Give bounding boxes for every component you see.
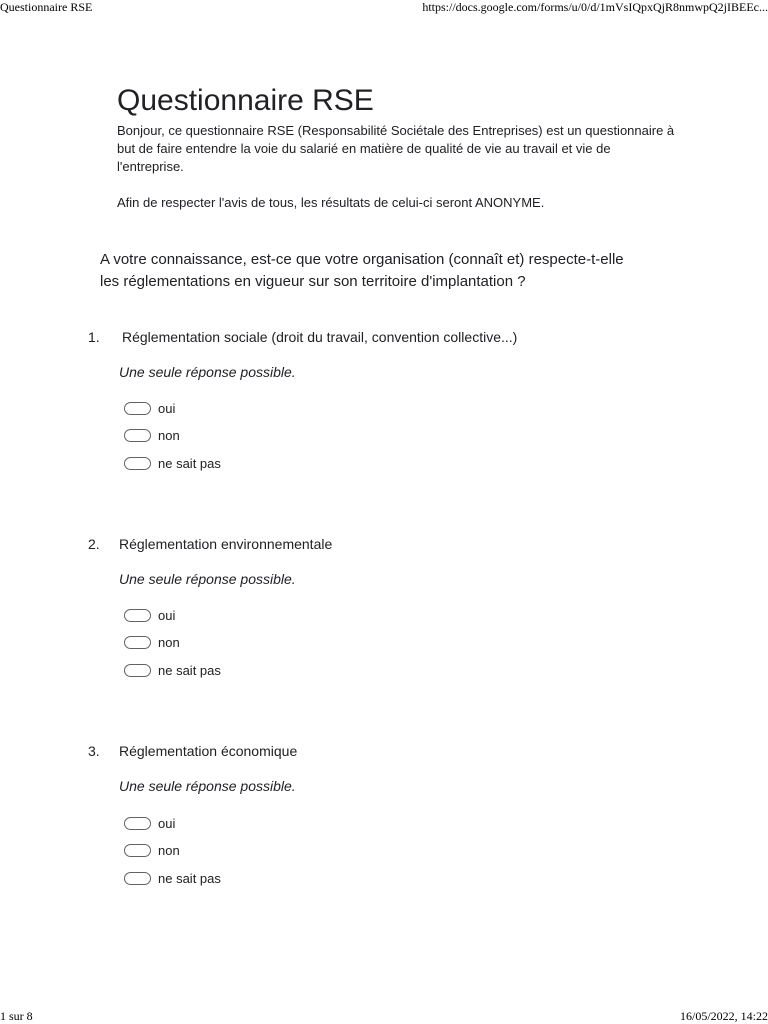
option-label: non <box>158 635 180 650</box>
question-hint: Une seule réponse possible. <box>119 571 296 587</box>
option-label: ne sait pas <box>158 871 221 886</box>
radio-button[interactable] <box>124 844 151 857</box>
radio-button[interactable] <box>124 402 151 415</box>
option-ne-sait-pas[interactable] <box>124 661 424 681</box>
option-label: non <box>158 843 180 858</box>
option-oui[interactable] <box>124 606 424 626</box>
radio-button[interactable] <box>124 457 151 470</box>
form-description-anonymity: Afin de respecter l'avis de tous, les résultats de celui-ci seront ANONYME. <box>117 195 545 210</box>
form-description <box>117 122 677 212</box>
radio-button[interactable] <box>124 817 151 830</box>
option-label: oui <box>158 608 176 623</box>
form-description-intro: Bonjour, ce questionnaire RSE (Responsabilité Sociétale des Entreprises) est un questionnaire à but de faire entendre la voie du salarié en matière de qualité de vie au travail et vie de l'entreprise. <box>117 123 675 174</box>
question-hint: Une seule réponse possible. <box>119 778 296 794</box>
question-number: 2. <box>88 536 100 552</box>
question-title: Réglementation économique <box>119 743 298 759</box>
option-label: ne sait pas <box>158 456 221 471</box>
radio-button[interactable] <box>124 664 151 677</box>
question-number: 1. <box>88 329 100 345</box>
option-label: non <box>158 428 180 443</box>
option-ne-sait-pas[interactable] <box>124 454 424 474</box>
radio-button[interactable] <box>124 636 151 649</box>
radio-button[interactable] <box>124 429 151 442</box>
print-footer-datetime: 16/05/2022, 14:22 <box>679 1009 768 1023</box>
option-non[interactable] <box>124 841 424 861</box>
question-number: 3. <box>88 743 100 759</box>
option-ne-sait-pas[interactable] <box>124 869 424 889</box>
option-label: oui <box>158 816 176 831</box>
radio-button[interactable] <box>124 872 151 885</box>
form-title: Questionnaire RSE <box>117 84 374 117</box>
question-hint: Une seule réponse possible. <box>119 364 296 380</box>
print-footer-page-count: 1 sur 8 <box>0 1009 33 1023</box>
print-header-title: Questionnaire RSE <box>0 0 93 14</box>
section-question: A votre connaissance, est-ce que votre organisation (connaît et) respecte-t-elle les réglementations en vigueur sur son territoire d'implantation ? <box>100 251 624 290</box>
print-header-url: https://docs.google.com/forms/u/0/d/1mVsIQpxQjR8nmwpQ2jIBEEc... <box>422 0 768 14</box>
option-oui[interactable] <box>124 814 424 834</box>
option-label: oui <box>158 401 176 416</box>
question-title: Réglementation environnementale <box>119 536 333 552</box>
option-oui[interactable] <box>124 399 424 419</box>
radio-button[interactable] <box>124 609 151 622</box>
question-title: Réglementation sociale (droit du travail, convention collective...) <box>122 329 518 345</box>
option-non[interactable] <box>124 633 424 653</box>
option-non[interactable] <box>124 426 424 446</box>
option-label: ne sait pas <box>158 663 221 678</box>
